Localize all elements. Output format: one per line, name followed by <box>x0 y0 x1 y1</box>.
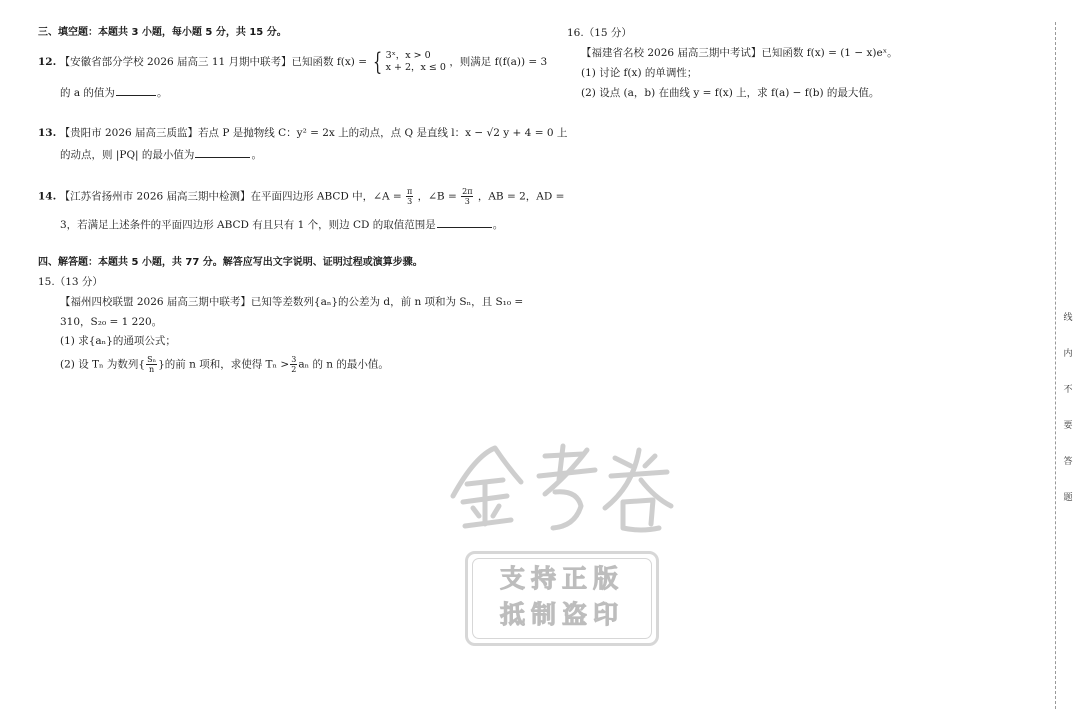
question-13-end: 。 <box>251 149 262 161</box>
notice-char: 内 <box>1063 349 1073 359</box>
fraction-numerator: π <box>407 187 413 196</box>
stamp-line-2: 抵制盗印 <box>499 600 624 629</box>
question-14-mid: ，∠B = <box>417 190 457 203</box>
question-12-line2 <box>60 86 167 100</box>
piecewise-case-1: 3ˣ，x > 0 <box>385 50 431 61</box>
question-16-header: 16.（15 分） <box>567 27 632 39</box>
question-14-sides: ，AB = 2，AD = <box>477 190 565 203</box>
answer-blank <box>116 86 156 96</box>
binding-margin-notice <box>1061 313 1075 529</box>
notice-char: 要 <box>1063 421 1073 431</box>
question-12-condition: ，则满足 f(f(a)) = 3 <box>449 56 548 68</box>
question-14-end: 。 <box>492 219 504 231</box>
fraction-denominator: 3 <box>407 197 413 206</box>
question-13-number: 13. <box>38 127 57 139</box>
notice-char: 线 <box>1063 313 1073 323</box>
fraction-numerator: 2π <box>462 187 473 196</box>
notice-char: 题 <box>1063 493 1073 503</box>
fraction-numerator: 3 <box>291 355 297 364</box>
fraction-denominator: 3 <box>464 197 470 206</box>
question-15-part2-start: (2) 设 Tₙ 为数列{ <box>60 358 146 371</box>
fraction-sn-over-n <box>146 355 157 374</box>
question-14-line1 <box>38 187 564 206</box>
answer-blank <box>437 218 492 228</box>
question-15-header: 15.（13 分） <box>38 276 103 288</box>
watermark-logo <box>445 436 675 536</box>
watermark-stamp <box>465 551 659 646</box>
question-13-prompt: 的动点，则 |PQ| 的最小值为 <box>60 149 195 161</box>
question-13-text: 【贵阳市 2026 届高三质监】若点 P 是抛物线 C：y² = 2x 上的动点，点 Q 是直线 l：x − √2 y + 4 = 0 上 <box>59 127 568 139</box>
question-12-prompt: 的 a 的值为 <box>60 87 115 99</box>
question-15-line2: 310，S₂₀ = 1 220。 <box>60 316 163 328</box>
question-13-line1 <box>38 127 567 140</box>
stamp-line-1: 支持正版 <box>499 564 624 593</box>
question-14-intro: 【江苏省扬州市 2026 届高三期中检测】在平面四边形 ABCD 中，∠A = <box>59 190 402 203</box>
fraction-numerator: Sₙ <box>147 355 157 364</box>
fraction-angle-b <box>461 187 473 206</box>
question-14-number: 14. <box>38 190 57 203</box>
section-solution-heading: 四、解答题：本题共 5 小题，共 77 分。解答应写出文字说明、证明过程或演算步骤。 <box>38 257 423 268</box>
question-16-part1: (1) 讨论 f(x) 的单调性； <box>581 67 698 79</box>
question-12-line1 <box>38 50 547 74</box>
question-14-line2 <box>60 218 503 232</box>
section-fill-blank-heading: 三、填空题：本题共 3 小题，每小题 5 分，共 15 分。 <box>38 27 287 38</box>
question-12-intro: 【安徽省部分学校 2026 届高三 11 月期中联考】已知函数 f(x) = <box>59 56 368 68</box>
question-15-part2-mid: }的前 n 项和，求使得 Tₙ > <box>158 358 290 371</box>
piecewise-function <box>370 50 446 74</box>
notice-char: 不 <box>1063 385 1073 395</box>
brace-symbol: { <box>373 48 383 76</box>
question-12-end: 。 <box>156 87 168 99</box>
question-16-line1: 【福建省名校 2026 届高三期中考试】已知函数 f(x) = (1 − x)eˣ。 <box>581 47 898 59</box>
fraction-denominator: n <box>149 365 155 374</box>
question-16-part2: (2) 设点 (a，b) 在曲线 y = f(x) 上，求 f(a) − f(b) 的最大值。 <box>581 87 880 99</box>
fraction-angle-a <box>406 187 413 206</box>
fraction-denominator: 2 <box>291 365 297 374</box>
question-14-prompt: 3，若满足上述条件的平面四边形 ABCD 有且只有 1 个，则边 CD 的取值范围是 <box>60 219 436 231</box>
question-15-line1: 【福州四校联盟 2026 届高三期中联考】已知等差数列{aₙ}的公差为 d，前 n 项和为 Sₙ，且 S₁₀ = <box>60 296 524 308</box>
question-13-line2 <box>60 148 262 162</box>
question-12-number: 12. <box>38 56 57 68</box>
fraction-three-halves <box>290 355 297 374</box>
answer-blank <box>195 148 250 158</box>
question-15-part2 <box>60 355 389 374</box>
piecewise-case-2: x + 2，x ≤ 0 <box>385 62 446 73</box>
question-15-part1: (1) 求{aₙ}的通项公式； <box>60 335 176 347</box>
notice-char: 答 <box>1063 457 1073 467</box>
question-15-part2-end: aₙ 的 n 的最小值。 <box>298 358 389 371</box>
binding-line <box>1055 22 1056 709</box>
